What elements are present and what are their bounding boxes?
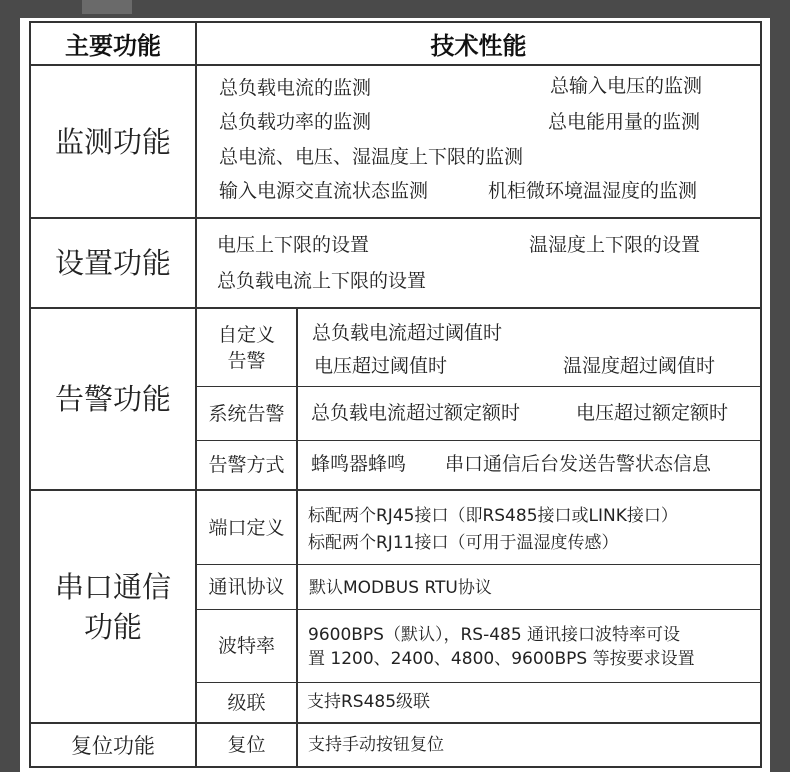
settings-item: 温湿度上下限的设置 xyxy=(529,234,701,256)
settings-item: 总负载电流上下限的设置 xyxy=(217,270,427,292)
alarm-custom-item: 温湿度超过阈值时 xyxy=(563,355,716,377)
serial-protocol-value: 默认MODBUS RTU协议 xyxy=(309,578,492,598)
serial-protocol-label: 通讯协议 xyxy=(208,576,285,598)
table-divider xyxy=(296,308,298,768)
category-monitor: 监测功能 xyxy=(54,124,171,159)
serial-port-item: 标配两个RJ11接口（可用于温湿度传感） xyxy=(308,533,619,553)
category-serial: 串口通信 功能 xyxy=(54,569,171,644)
serial-port-item: 标配两个RJ45接口（即RS485接口或LINK接口） xyxy=(308,506,678,526)
serial-baud-label: 波特率 xyxy=(217,635,275,657)
alarm-custom-item: 总负载电流超过阈值时 xyxy=(312,322,503,344)
serial-port-label: 端口定义 xyxy=(208,516,285,539)
category-alarm: 告警功能 xyxy=(54,382,171,416)
alarm-method-item: 串口通信后台发送告警状态信息 xyxy=(445,453,712,475)
alarm-method-label: 告警方式 xyxy=(208,454,285,476)
serial-baud-line: 9600BPS（默认），RS-485 通讯接口波特率可设 xyxy=(308,625,681,645)
header-main-function: 主要功能 xyxy=(65,32,161,60)
monitor-item: 总电能用量的监测 xyxy=(548,111,701,133)
alarm-system-label: 系统告警 xyxy=(208,402,285,425)
settings-item: 电压上下限的设置 xyxy=(217,234,370,256)
monitor-item: 机柜微环境温湿度的监测 xyxy=(488,180,698,202)
monitor-item: 总电流、电压、湿温度上下限的监测 xyxy=(219,146,524,168)
monitor-item: 输入电源交直流状态监测 xyxy=(219,180,429,202)
alarm-custom-item: 电压超过阈值时 xyxy=(314,355,448,377)
category-settings: 设置功能 xyxy=(54,246,171,280)
category-reset: 复位功能 xyxy=(71,734,155,758)
monitor-item: 总输入电压的监测 xyxy=(550,75,703,97)
serial-cascade-value: 支持RS485级联 xyxy=(307,692,431,712)
alarm-method-item: 蜂鸣器蜂鸣 xyxy=(311,453,407,475)
header-tech-performance: 技术性能 xyxy=(430,32,527,60)
serial-cascade-label: 级联 xyxy=(227,691,266,714)
reset-value: 支持手动按钮复位 xyxy=(308,735,444,755)
top-tab-decoration xyxy=(82,0,132,14)
reset-label: 复位 xyxy=(227,734,266,756)
monitor-item: 总负载功率的监测 xyxy=(219,111,372,133)
alarm-custom-label: 自定义 告警 xyxy=(217,323,275,372)
alarm-system-item: 电压超过额定额时 xyxy=(576,402,729,424)
alarm-system-item: 总负载电流超过额定额时 xyxy=(311,402,521,424)
monitor-item: 总负载电流的监测 xyxy=(219,77,372,99)
serial-baud-line: 置 1200、2400、4800、9600BPS 等按要求设置 xyxy=(308,649,695,669)
